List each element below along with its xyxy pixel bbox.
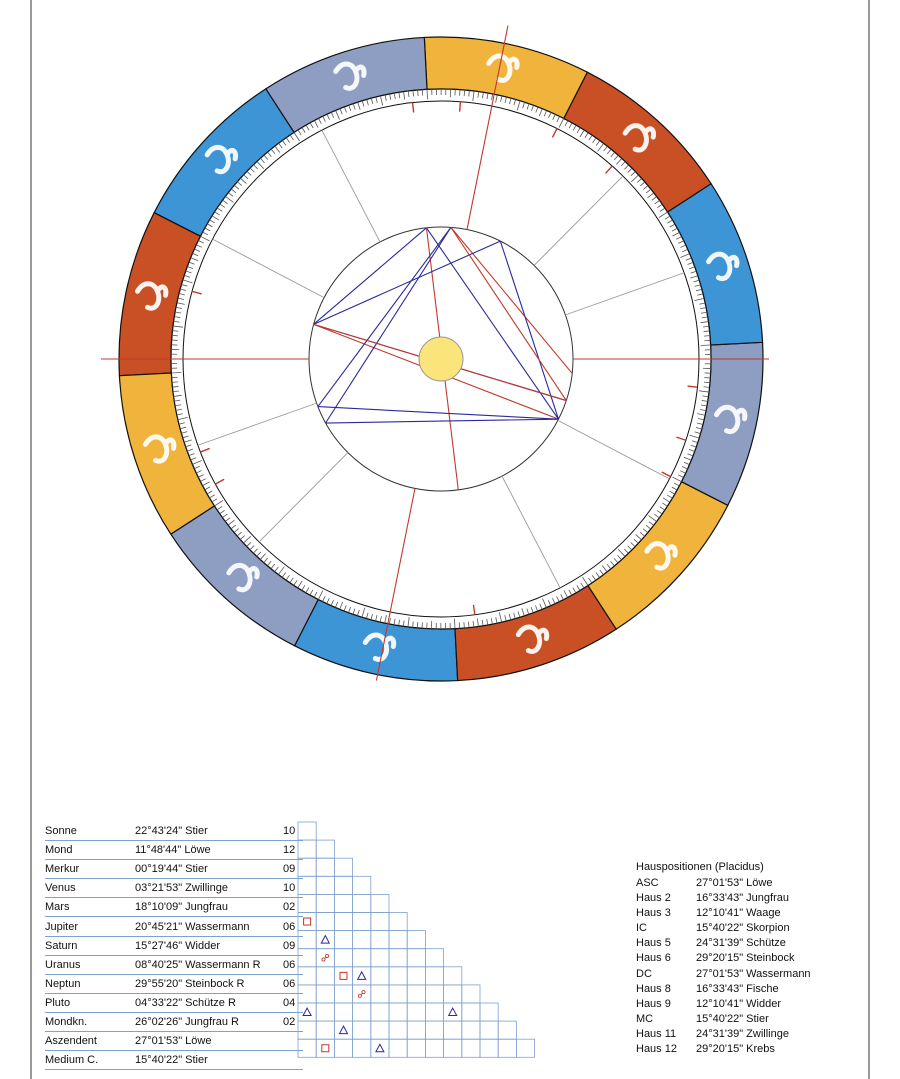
grid-cell [407, 1039, 425, 1057]
house-position-item [636, 921, 811, 936]
planet-name: Merkur [45, 863, 80, 876]
planet-name: Sonne [45, 825, 77, 838]
grid-cell [407, 967, 425, 985]
grid-cell [316, 840, 334, 858]
grid-cell [316, 967, 334, 985]
planet-position: 11°48'44" Löwe [135, 844, 211, 857]
house-position-item [636, 951, 811, 966]
planet-house: 06 [283, 977, 296, 990]
degree-tick [171, 372, 181, 373]
house-value: 16°33'43" Jungfrau [696, 892, 789, 905]
planet-house: 06 [283, 920, 296, 933]
grid-cell [480, 1021, 498, 1039]
grid-cell [334, 1039, 352, 1057]
planet-position: 04°33'22" Schütze R [135, 996, 236, 1009]
grid-cell [462, 1021, 480, 1039]
house-position-item [636, 1012, 811, 1027]
house-label: Haus 8 [636, 982, 671, 995]
house-value: 24°31'39" Zwillinge [696, 1027, 789, 1040]
grid-cell [425, 1003, 443, 1021]
degree-tick [418, 90, 419, 96]
grid-cell [353, 931, 371, 949]
house-position-item [636, 891, 811, 906]
planet-position: 26°02'26" Jungfrau R [135, 1015, 239, 1028]
grid-cell [353, 913, 371, 931]
grid-cell [444, 1039, 462, 1057]
house-label: Haus 5 [636, 937, 671, 950]
aspect-trine-icon [340, 1026, 348, 1034]
grid-cell [389, 931, 407, 949]
grid-cell [444, 967, 462, 985]
grid-cell [334, 894, 352, 912]
degree-tick [464, 90, 465, 96]
house-label: IC [636, 922, 647, 935]
planet-position: 08°40'25" Wassermann R [135, 958, 261, 971]
aspect-trine-icon [321, 936, 329, 944]
house-position-item [636, 936, 811, 951]
planet-position: 22°43'24" Stier [135, 825, 208, 838]
house-position-item [636, 982, 811, 997]
planet-name: Uranus [45, 958, 81, 971]
house-position-item [636, 1042, 811, 1057]
grid-cell [407, 1021, 425, 1039]
grid-cell [407, 949, 425, 967]
grid-cell [425, 967, 443, 985]
house-value: 16°33'43" Fische [696, 982, 779, 995]
grid-cell [389, 967, 407, 985]
planet-row [45, 917, 303, 936]
planet-position: 03°21'53" Zwillinge [135, 882, 228, 895]
grid-cell [389, 1021, 407, 1039]
grid-cell [371, 1039, 389, 1057]
degree-tick [454, 619, 455, 629]
planet-house: 10 [283, 882, 296, 895]
degree-tick [701, 345, 711, 346]
grid-cell [353, 1021, 371, 1039]
planet-house: 09 [283, 863, 296, 876]
grid-cell [334, 967, 352, 985]
grid-cell [334, 858, 352, 876]
grid-cell [462, 1039, 480, 1057]
grid-cell [425, 949, 443, 967]
aspect-trine-icon [303, 1008, 311, 1016]
degree-tick [417, 622, 418, 628]
house-value: 15°40'22" Stier [696, 1012, 769, 1025]
aspect-square-icon [340, 972, 347, 979]
house-value: 12°10'41" Widder [696, 997, 782, 1010]
aspect-opposition-icon [322, 958, 325, 961]
grid-cell [334, 949, 352, 967]
aspect-square-icon [322, 1045, 329, 1052]
grid-cell [371, 894, 389, 912]
planet-row [45, 993, 303, 1012]
house-label: DC [636, 967, 652, 980]
grid-cell [425, 1039, 443, 1057]
center-sun-disc [419, 337, 463, 381]
house-position-item [636, 906, 811, 921]
planet-name: Pluto [45, 996, 71, 1009]
grid-cell [371, 931, 389, 949]
house-positions-list [636, 876, 811, 1057]
aspect-trine-icon [449, 1008, 457, 1016]
planet-row [45, 898, 303, 917]
house-position-item [636, 967, 811, 982]
house-positions [636, 860, 811, 1057]
grid-cell [407, 1003, 425, 1021]
aspect-opposition-icon [326, 954, 329, 957]
house-label: ASC [636, 877, 659, 889]
grid-cell [334, 913, 352, 931]
aspect-trine-icon [376, 1044, 384, 1052]
grid-cell [334, 985, 352, 1003]
planet-marker [460, 102, 461, 112]
grid-cell [353, 1039, 371, 1057]
planet-position: 29°55'20" Steinbock R [135, 977, 245, 990]
planet-name: Mars [45, 901, 70, 914]
house-value: 29°20'15" Krebs [696, 1043, 775, 1056]
degree-tick [704, 382, 710, 383]
planet-position: 00°19'44" Stier [135, 863, 208, 876]
house-value: 27°01'53" Löwe [696, 877, 773, 889]
grid-cell [462, 985, 480, 1003]
planet-position: 15°27'46" Widder [135, 939, 221, 952]
grid-cell [444, 985, 462, 1003]
house-position-item [636, 997, 811, 1012]
grid-cell [480, 1003, 498, 1021]
grid-cell [444, 1021, 462, 1039]
grid-cell [316, 1021, 334, 1039]
grid-cell [516, 1039, 534, 1057]
house-value: 27°01'53" Wassermann [696, 967, 811, 980]
grid-cell [353, 985, 371, 1003]
planet-house: 10 [283, 825, 296, 838]
grid-cell [425, 1021, 443, 1039]
grid-cell [334, 1003, 352, 1021]
grid-cell [353, 894, 371, 912]
planet-row [45, 1012, 303, 1031]
house-value: 24°31'39" Schütze [696, 937, 786, 950]
planet-name: Jupiter [45, 920, 79, 933]
planet-name: Mond [45, 844, 73, 857]
grid-cell [389, 1003, 407, 1021]
planet-name: Medium C. [45, 1054, 99, 1067]
grid-cell [498, 1039, 516, 1057]
planet-name: Aszendent [45, 1035, 97, 1048]
grid-cell [371, 985, 389, 1003]
grid-cell [316, 949, 334, 967]
house-positions-title: Hauspositionen (Placidus) [636, 861, 764, 873]
degree-tick [704, 336, 710, 337]
grid-cell [371, 913, 389, 931]
house-value: 15°40'22" Skorpion [696, 922, 790, 935]
house-label: Haus 11 [636, 1027, 677, 1040]
planet-positions-table [45, 822, 303, 1070]
house-label: Haus 2 [636, 892, 671, 905]
grid-cell [389, 985, 407, 1003]
house-label: Haus 12 [636, 1043, 677, 1056]
planet-row [45, 936, 303, 955]
grid-cell [334, 931, 352, 949]
house-label: Haus 3 [636, 907, 671, 920]
house-position-item [636, 876, 811, 891]
grid-cell [498, 1021, 516, 1039]
planet-position: 15°40'22" Stier [135, 1054, 208, 1067]
house-label: MC [636, 1012, 654, 1025]
grid-cell [462, 1003, 480, 1021]
grid-cell [371, 1003, 389, 1021]
grid-cell [334, 876, 352, 894]
grid-cell [316, 858, 334, 876]
grid-cell [316, 1003, 334, 1021]
aspect-opposition-icon [361, 993, 362, 994]
house-label: Haus 6 [636, 952, 671, 965]
planet-row [45, 822, 303, 841]
house-value: 12°10'41" Waage [696, 907, 781, 920]
grid-cell [316, 894, 334, 912]
grid-cell [353, 1003, 371, 1021]
grid-cell [389, 949, 407, 967]
planet-house: 09 [283, 939, 296, 952]
aspect-opposition-icon [358, 994, 361, 997]
planet-house: 12 [283, 844, 296, 857]
planet-row [45, 860, 303, 879]
degree-tick [172, 382, 178, 383]
planet-name: Saturn [45, 939, 78, 952]
planet-house [283, 1032, 303, 1051]
planet-position: 20°45'21" Wassermann [135, 920, 250, 933]
planet-house: 02 [283, 901, 296, 914]
degree-tick [464, 622, 465, 628]
grid-cell [316, 1039, 334, 1057]
planet-row [45, 955, 303, 974]
grid-cell [353, 967, 371, 985]
planet-row [45, 879, 303, 898]
grid-cell [444, 1003, 462, 1021]
planet-name: Mondkn. [45, 1015, 88, 1028]
grid-cell [371, 949, 389, 967]
planet-position: 27°01'53" Löwe [135, 1035, 212, 1048]
planet-name: Neptun [45, 977, 81, 990]
house-position-item [636, 1027, 811, 1042]
grid-cell [334, 1021, 352, 1039]
grid-cell [371, 1021, 389, 1039]
planet-house [283, 1051, 303, 1070]
planet-house: 06 [283, 958, 296, 971]
grid-cell [371, 967, 389, 985]
planet-name: Venus [45, 882, 76, 895]
grid-cell [316, 985, 334, 1003]
grid-cell [316, 931, 334, 949]
grid-cell [389, 1039, 407, 1057]
grid-cell [353, 949, 371, 967]
house-value: 29°20'15" Steinbock [696, 952, 795, 965]
grid-cell [425, 985, 443, 1003]
grid-cell [353, 876, 371, 894]
grid-cell [316, 913, 334, 931]
grid-cell [316, 876, 334, 894]
planet-house: 04 [283, 996, 296, 1009]
planet-row [45, 974, 303, 993]
aspect-opposition-icon [362, 991, 365, 994]
degree-tick [172, 335, 178, 336]
degree-tick [427, 89, 428, 99]
aspect-trine-icon [358, 972, 366, 980]
planet-row [45, 1051, 303, 1070]
grid-cell [480, 1039, 498, 1057]
aspect-opposition-icon [325, 957, 326, 958]
grid-cell [407, 985, 425, 1003]
planet-row [45, 1032, 303, 1051]
grid-cell [407, 931, 425, 949]
grid-cell [389, 913, 407, 931]
aspect-square-icon [304, 918, 311, 925]
planet-position: 18°10'09" Jungfrau [135, 901, 228, 914]
house-label: Haus 9 [636, 997, 671, 1010]
planet-row [45, 841, 303, 860]
planet-house: 02 [283, 1015, 296, 1028]
